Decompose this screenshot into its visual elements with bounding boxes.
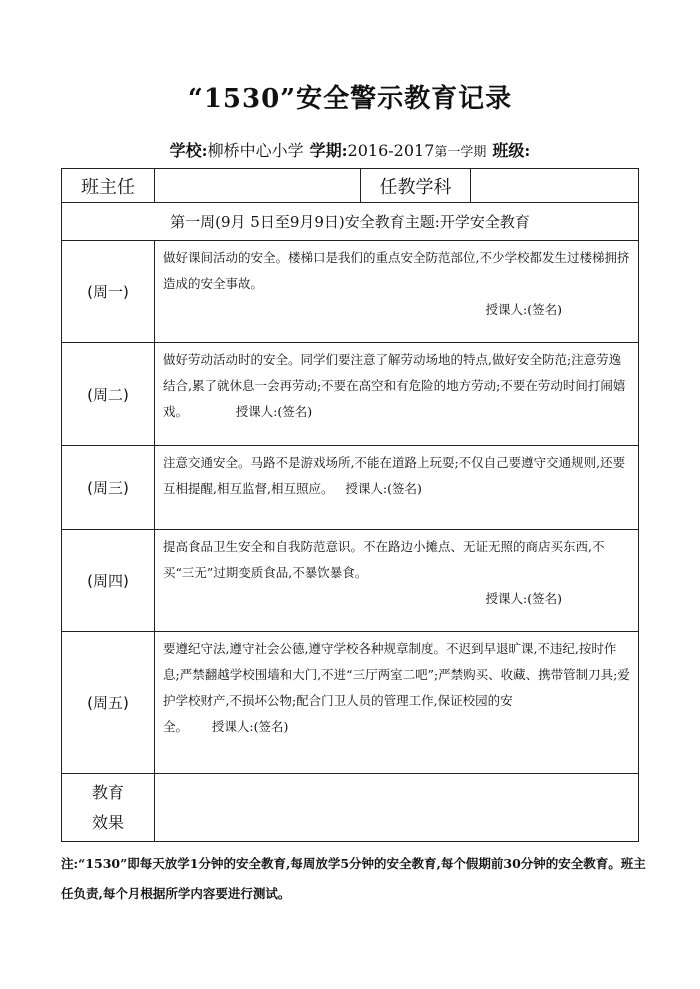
education-record-table [61,168,639,842]
day-content [155,343,639,446]
day-row-wed [62,446,639,530]
effect-label-line1: 教育 [91,782,124,802]
day-label: (周二) [62,343,155,446]
day-content [155,446,639,530]
day-label: (周五) [62,632,155,774]
school-year: 2016-2017 [347,141,435,160]
day-row-tue [62,343,639,446]
teacher-label: 班主任 [62,169,155,203]
day-content [155,241,639,343]
day-row-fri [62,632,639,774]
effect-row [62,774,639,842]
day-row-thu [62,530,639,632]
school-label: 学校: [169,141,208,160]
effect-value [155,774,639,842]
term-label: 学期: [309,141,348,160]
day-text: 做好劳动活动时的安全。同学们要注意了解劳动场地的特点,做好安全防范;注意劳逸结合,累了就休息一会再劳动;不要在高空和有危险的地方劳动;不要在劳动时间打闹嬉戏。 [163,352,626,419]
page-title: “1530”安全警示教育记录 [187,84,513,114]
week-title: 第一周(9月 5日至9月9日)安全教育主题:开学安全教育 [62,203,639,241]
day-content [155,632,639,774]
day-text: 提高食品卫生安全和自我防范意识。不在路边小摊点、无证无照的商店买东西,不买“三无”过期变质食品,不暴饮暴食。 [163,539,605,580]
day-text: 要遵纪守法,遵守社会公德,遵守学校各种规章制度。不迟到早退旷课,不违纪,按时作息;严禁翻越学校围墙和大门,不进“三厅两室二吧”;严禁购买、收藏、携带管制刀具;爱护学校财产,不损坏公物;配合门卫人员的管理工作,保证校园的安全。 [163,641,630,734]
signature: 授课人:(签名) [485,302,562,317]
subject-label: 任教学科 [361,169,471,203]
week-row [62,203,639,241]
signature: 授课人:(签名) [485,591,562,606]
day-label: (周三) [62,446,155,530]
teacher-value [155,169,361,203]
day-label: (周一) [62,241,155,343]
subject-value [471,169,639,203]
day-text: 做好课间活动的安全。楼梯口是我们的重点安全防范部位,不少学校都发生过楼梯拥挤造成的安全事故。 [163,250,630,291]
school-name: 柳桥中心小学 [207,141,304,160]
day-row-mon [62,241,639,343]
day-content [155,530,639,632]
teacher-row [62,169,639,203]
signature: 授课人:(签名) [235,404,313,419]
footnote: 注:“1530”即每天放学1分钟的安全教育,每周放学5分钟的安全教育,每个假期前30分钟的安全教育。班主任负责,每个月根据所学内容要进行测试。 [61,856,646,901]
day-text: 注意交通安全。马路不是游戏场所,不能在道路上玩耍;不仅自己要遵守交通规则,还要互相提醒,相互监督,相互照应。 [163,455,626,496]
signature: 授课人:(签名) [345,481,422,496]
record-header [0,138,700,161]
signature: 授课人:(签名) [211,719,289,734]
day-label: (周四) [62,530,155,632]
class-label: 班级: [492,141,531,160]
term-name: 第一学期 [434,145,487,160]
effect-label [62,774,155,842]
effect-label-line2: 效果 [91,812,124,832]
